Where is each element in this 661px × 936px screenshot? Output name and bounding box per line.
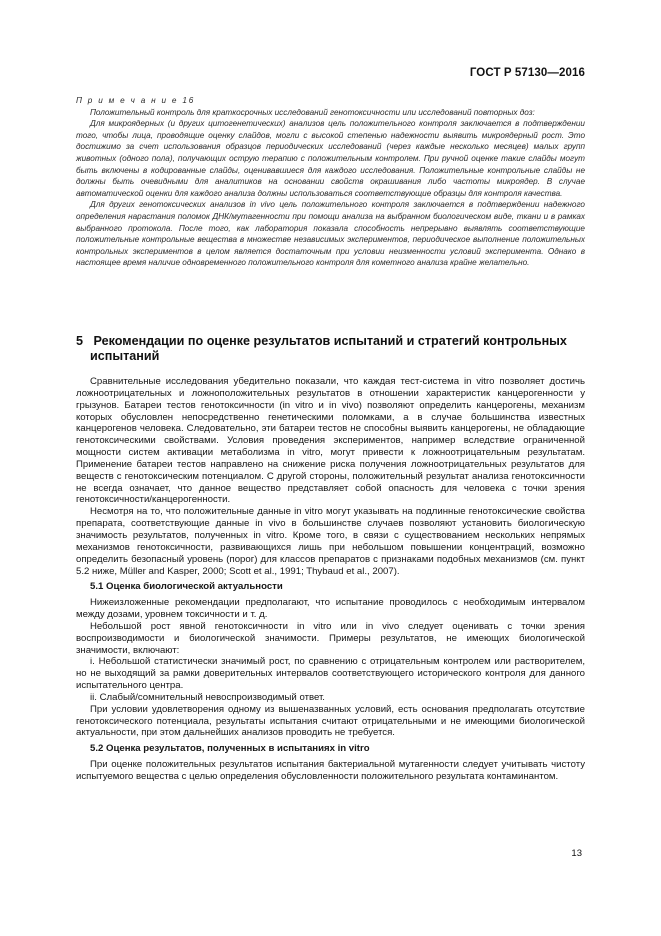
body-paragraph: Нижеизложенные рекомендации предполагают, что испытание проводилось с необходимым интервалом между дозами, уровнем токсичности и т. д. (76, 597, 585, 621)
section-title (76, 334, 585, 364)
note-label: П р и м е ч а н и е 16 (76, 96, 196, 105)
body-paragraph: При оценке положительных результатов испытания бактериальной мутагенности следует учитывать чистоту испытуемого вещества с целью определения обусловленности положительного результата контаминантом. (76, 759, 585, 782)
body-paragraph: Сравнительные исследования убедительно показали, что каждая тест-система in vitro позволяет достичь ложноотрицательных и ложноположительных результатов в отношении характеристик канцерогенности у грызунов. Батареи тестов генотоксичности (in vitro и in vivo) позволяют определить канцерогены, механизм которых обусловлен непосредственно генетическими поломками, а в случае большинства известных канцерогенов человека. Следовательно, эти батареи тестов не способны выявить канцерогены, не обладающие генотоксическими свойствами. Условия проведения экспериментов, например вследствие ограниченной мощности систем активации метаболизма in vitro, могут привести к ложноотрицательным результатам. Применение батареи тестов направлено на снижение риска получения ложноотрицательных результатов для веществ с генотоксическим потенциалом. С другой стороны, положительный результат анализа генотоксичности не всегда означает, что данное вещество представляет собой опасность для человека с точки зрения генотоксичности/канцерогенности. (76, 376, 585, 506)
body-paragraph: Несмотря на то, что положительные данные in vitro могут указывать на подлинные генотоксические свойства препарата, соответствующие данные in vivo в большинстве случаев позволяют установить биологическую значимость результатов, полученных in vitro. Кроме того, в связи с существованием нескольких непрямых механизмов генотоксичности, развивающихся лишь при небольшом повышении концентраций, возможно определить безопасный уровень (порог) для классов препаратов с признаками подобных механизмов (см. пункт 5.2 ниже, Müller and Kasper, 2000; Scott et al., 1991; Thybaud et al., 2007). (76, 506, 585, 577)
subsection-heading: 5.2 Оценка результатов, полученных в испытаниях in vitro (90, 743, 370, 755)
section-title-line1: Рекомендации по оценке результатов испытаний и стратегий контрольных (93, 334, 567, 348)
section-body (76, 376, 585, 783)
note-paragraph: Для микроядерных (и других цитогенетических) анализов цель положительного контроля заключается в подтверждении того, чтобы лица, проводящие оценку слайдов, могли с высокой степенью надежности выявить микроядерный рост. Это достижимо за счет использования образцов периодических исследований (через каждые несколько месяцев) малых групп животных (одного пола), получающих острую терапию с положительным контролем. При ручной оценке такие слайды могут быть включены в кодированные слайды, оценивавшиеся для каждого исследования. Положительные контрольные слайды не должны быть очевидными для аналитиков на основании свойств окрашивания либо частоты микроядер. В случае автоматической оценки для каждого анализа должны использоваться соответствующие образцы для контроля качества. (76, 119, 585, 198)
list-item-i: i. Небольшой статистически значимый рост, по сравнению с отрицательным контролем или растворителем, но не выходящий за рамки доверительных интервалов соответствующего исторического контроля для данного испытательного центра. (76, 656, 585, 692)
document-header-id: ГОСТ Р 57130—2016 (469, 67, 585, 79)
subsection-heading: 5.1 Оценка биологической актуальности (90, 581, 283, 593)
note-paragraph: Для других генотоксических анализов in vivo цель положительного контроля заключается в подтверждении надежного определения нарастания поломок ДНК/мутагенности при помощи анализа на выбранном биологическом виде, ткани и в рамках выбранного протокола. После того, как лаборатория показала способность непрерывно выявлять соответствующие положительные контрольные вещества в множестве независимых экспериментов, периодическое выполнение положительных контрольных экспериментов в целом является достаточным при условии неизменности условий эксперимента. Однако в настоящее время наличие одновременного положительного контроля для кометного анализа крайне желательно. (76, 200, 585, 268)
section-title-line2: испытаний (90, 349, 160, 363)
list-item-ii: ii. Слабый/сомнительный невоспроизводимый ответ. (90, 691, 325, 703)
note-block (76, 95, 585, 269)
note-paragraph: Положительный контроль для краткосрочных исследований генотоксичности или исследований повторных доз: (90, 107, 535, 117)
body-paragraph: При условии удовлетворения одному из вышеназванных условий, есть основания предполагать отсутствие генотоксического потенциала, результаты испытания считают отрицательными и не имеющими биологической актуальности, при этом дальнейших анализов проводить не требуется. (76, 703, 585, 739)
body-paragraph: Небольшой рост явной генотоксичности in vitro или in vivo следует оценивать с точки зрения воспроизводимости и биологической значимости. Примеры результатов, не имеющих биологической значимости, включают: (76, 620, 585, 656)
section-number: 5 (76, 334, 84, 348)
page-number: 13 (571, 848, 582, 859)
